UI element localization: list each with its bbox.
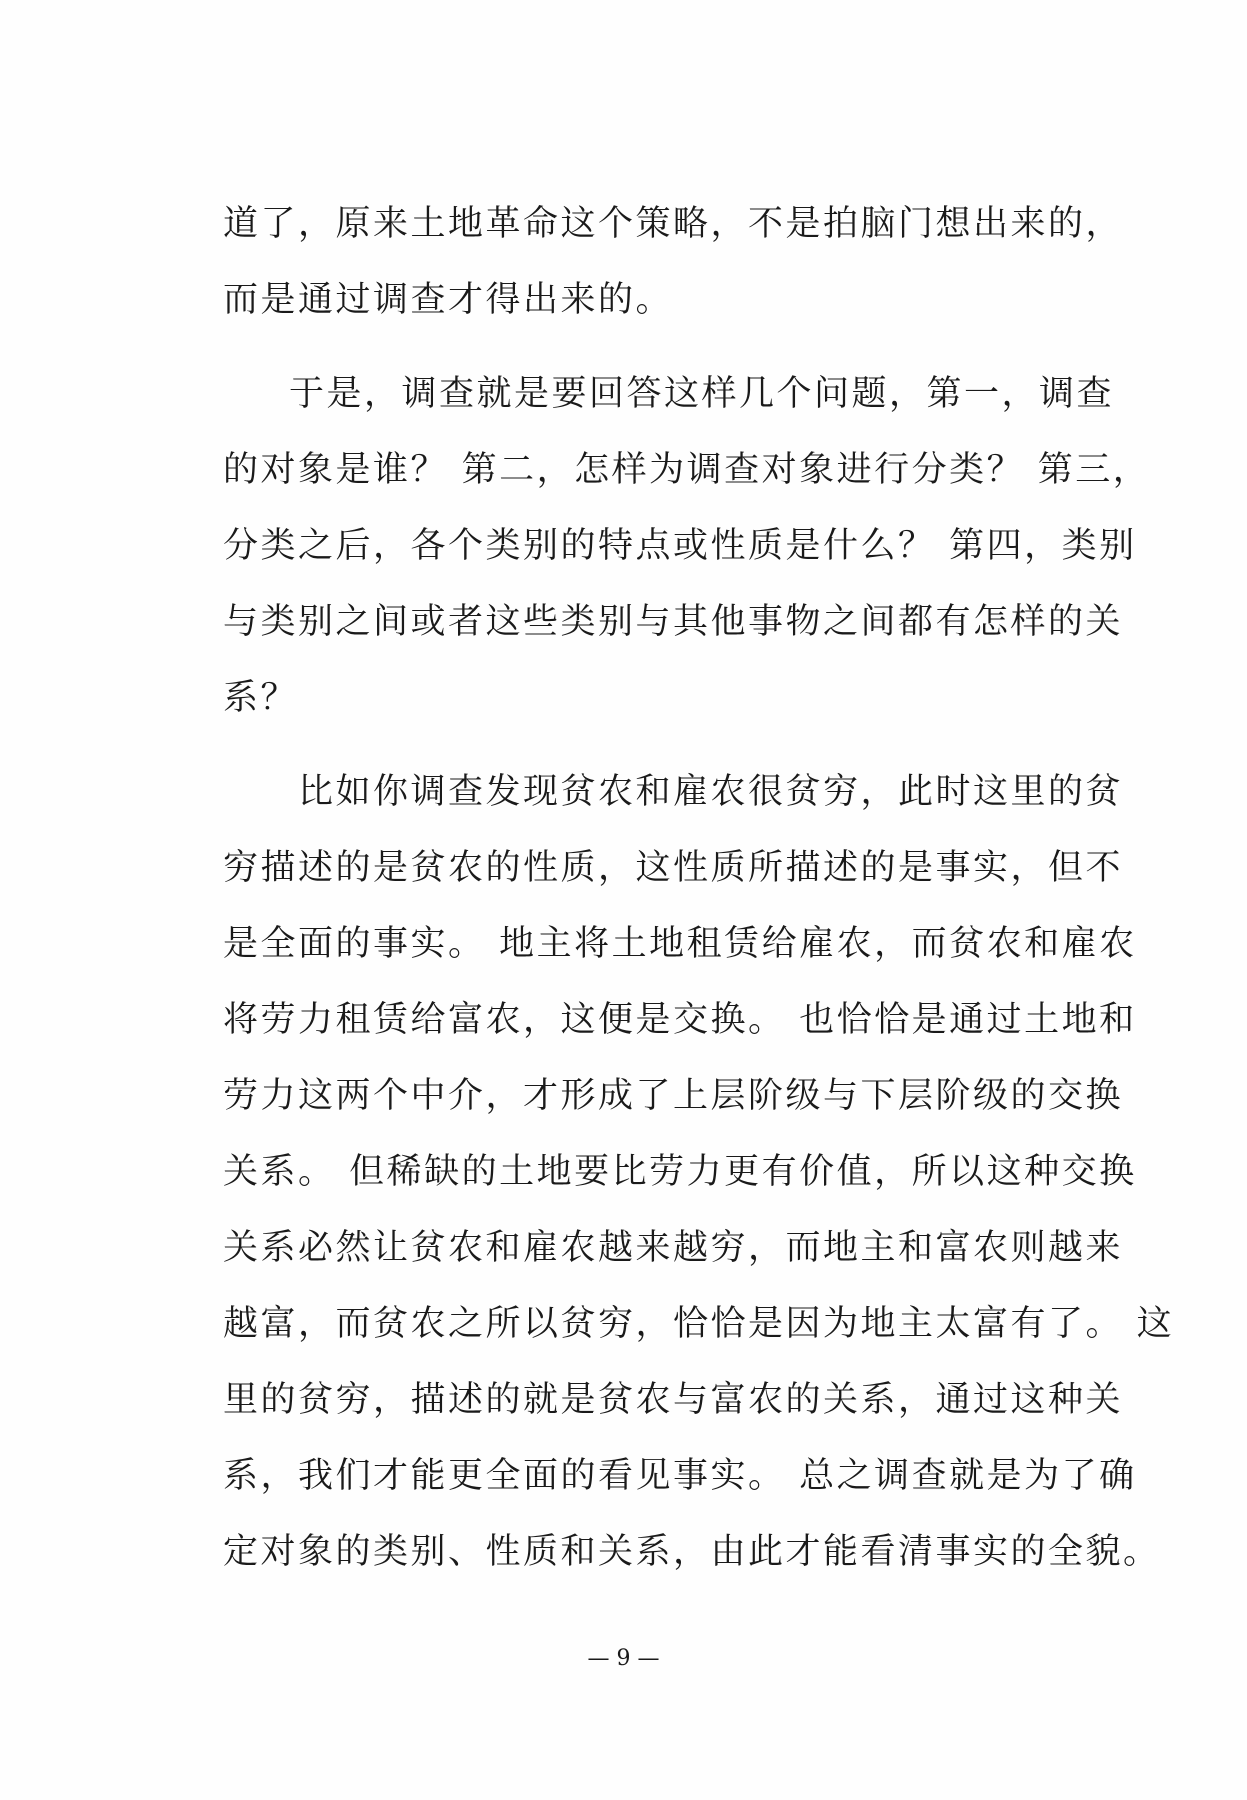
text-line: 系，我们才能更全面的看见事实。 总之调查就是为了确 [223,1456,1137,1496]
text-line: 关系。 但稀缺的土地要比劳力更有价值，所以这种交换 [223,1152,1137,1192]
text-line: 比如你调查发现贫农和雇农很贫穷，此时这里的贫 [298,772,1124,812]
text-line: 而是通过调查才得出来的。 [223,280,674,320]
text-line: 将劳力租赁给富农，这便是交换。 也恰恰是通过土地和 [223,1000,1137,1040]
text-line: 的对象是谁？ 第二，怎样为调查对象进行分类？ 第三， [223,450,1151,490]
text-line: 定对象的类别、性质和关系，由此才能看清事实的全貌。 [223,1532,1161,1572]
text-line: 与类别之间或者这些类别与其他事物之间都有怎样的关 [223,602,1124,642]
text-line: 里的贫穷，描述的就是贫农与富农的关系，通过这种关 [223,1380,1124,1420]
text-line: 分类之后，各个类别的特点或性质是什么？ 第四，类别 [223,526,1137,566]
text-line: 关系必然让贫农和雇农越来越穷，而地主和富农则越来 [223,1228,1124,1268]
text-line: 劳力这两个中介，才形成了上层阶级与下层阶级的交换 [223,1076,1124,1116]
text-line: 穷描述的是贫农的性质，这性质所描述的是事实，但不 [223,848,1124,888]
text-line: 系？ [223,678,299,718]
text-line: 于是，调查就是要回答这样几个问题，第一，调查 [289,374,1115,414]
text-line: 道了，原来土地革命这个策略，不是拍脑门想出来的， [223,204,1124,244]
page-number: — 9 — [587,1646,660,1671]
text-line: 越富，而贫农之所以贫穷，恰恰是因为地主太富有了。 这 [223,1304,1175,1344]
text-line: 是全面的事实。 地主将土地租赁给雇农，而贫农和雇农 [223,924,1137,964]
